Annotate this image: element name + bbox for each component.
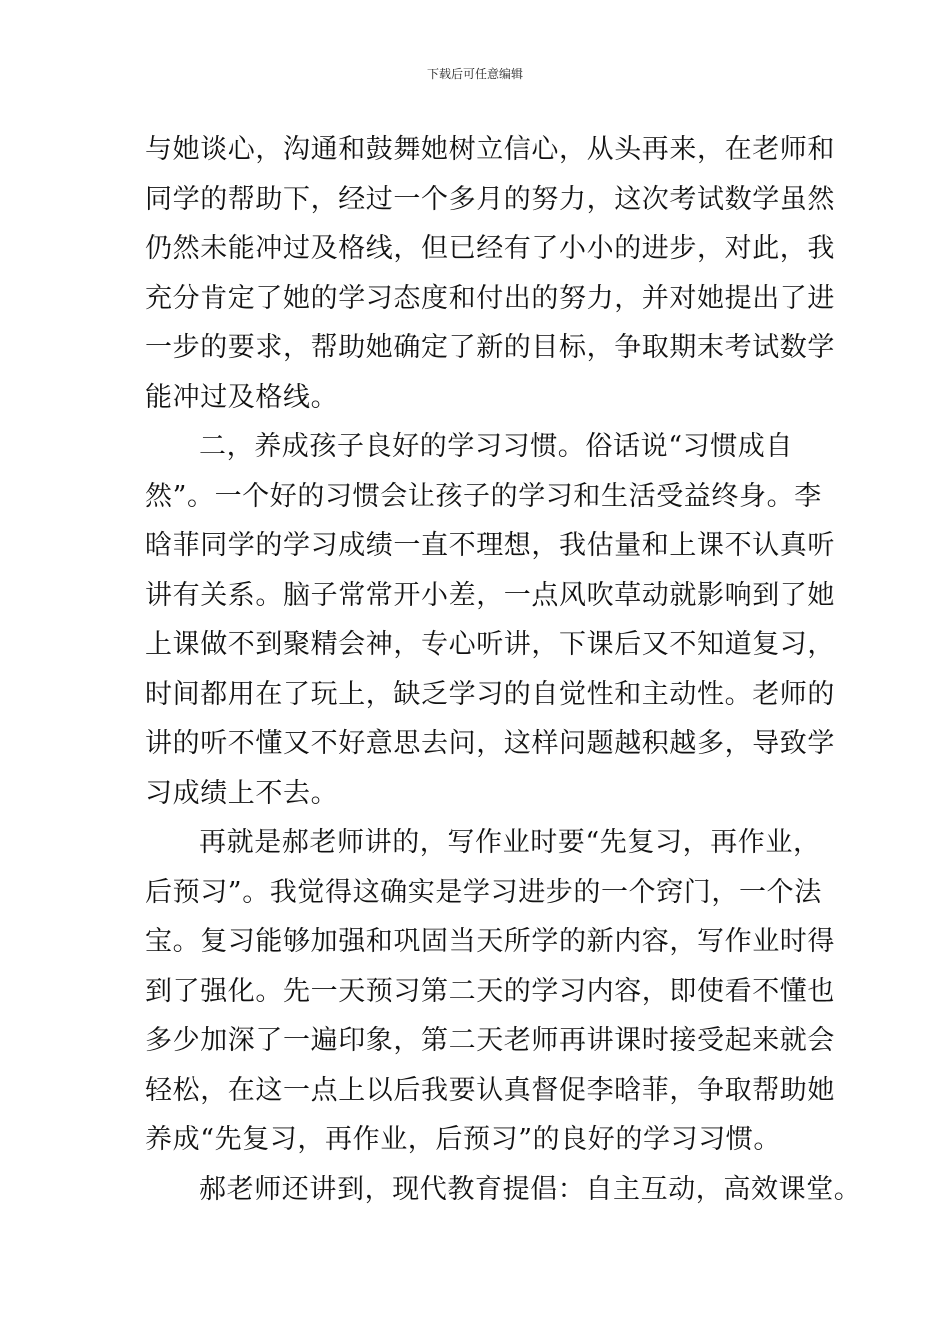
text-line: 同学的帮助下，经过一个多月的努力，这次考试数学虽然 bbox=[145, 183, 835, 215]
text-line: 充分肯定了她的学习态度和付出的努力，并对她提出了进 bbox=[145, 282, 835, 314]
text-line: 讲的听不懂又不好意思去问，这样问题越积越多，导致学 bbox=[145, 728, 835, 759]
page-header: 下载后可任意编辑 bbox=[426, 67, 523, 81]
text-line: 后预习”。我觉得这确实是学习进步的一个窍门，一个法 bbox=[145, 876, 822, 908]
text-line: 养成“先复习，再作业，后预习”的良好的学习习惯。 bbox=[145, 1124, 782, 1155]
text-line: 习成绩上不去。 bbox=[145, 777, 339, 809]
text-line: 到了强化。先一天预习第二天的学习内容，即使看不懂也 bbox=[145, 975, 835, 1007]
text-line: 上课做不到聚精会神，专心听讲，下课后又不知道复习， bbox=[145, 629, 835, 660]
paragraph-start-line: 二，养成孩子良好的学习习惯。俗话说“习惯成自 bbox=[199, 431, 794, 462]
text-line: 一步的要求，帮助她确定了新的目标，争取期末考试数学 bbox=[145, 332, 835, 363]
paragraph-start-line: 再就是郝老师讲的，写作业时要“先复习，再作业， bbox=[199, 827, 821, 858]
text-line: 宝。复习能够加强和巩固当天所学的新内容，写作业时得 bbox=[145, 926, 835, 957]
paragraph-start-line: 郝老师还讲到，现代教育提倡：自主互动，高效课堂。 bbox=[199, 1173, 862, 1205]
text-line: 时间都用在了玩上，缺乏学习的自觉性和主动性。老师的 bbox=[145, 678, 835, 710]
text-line: 晗菲同学的学习成绩一直不理想，我估量和上课不认真听 bbox=[145, 530, 835, 561]
text-line: 仍然未能冲过及格线，但已经有了小小的进步，对此，我 bbox=[145, 233, 835, 264]
text-line: 然”。一个好的习惯会让孩子的学习和生活受益终身。李 bbox=[145, 480, 822, 512]
text-line: 能冲过及格线。 bbox=[145, 381, 339, 413]
document-body bbox=[145, 125, 862, 1214]
text-line: 轻松，在这一点上以后我要认真督促李晗菲，争取帮助她 bbox=[145, 1074, 835, 1106]
text-line: 讲有关系。脑子常常开小差，一点风吹草动就影响到了她 bbox=[145, 579, 835, 611]
text-line: 与她谈心，沟通和鼓舞她树立信心，从头再来，在老师和 bbox=[145, 134, 835, 165]
text-line: 多少加深了一遍印象，第二天老师再讲课时接受起来就会 bbox=[145, 1025, 835, 1056]
